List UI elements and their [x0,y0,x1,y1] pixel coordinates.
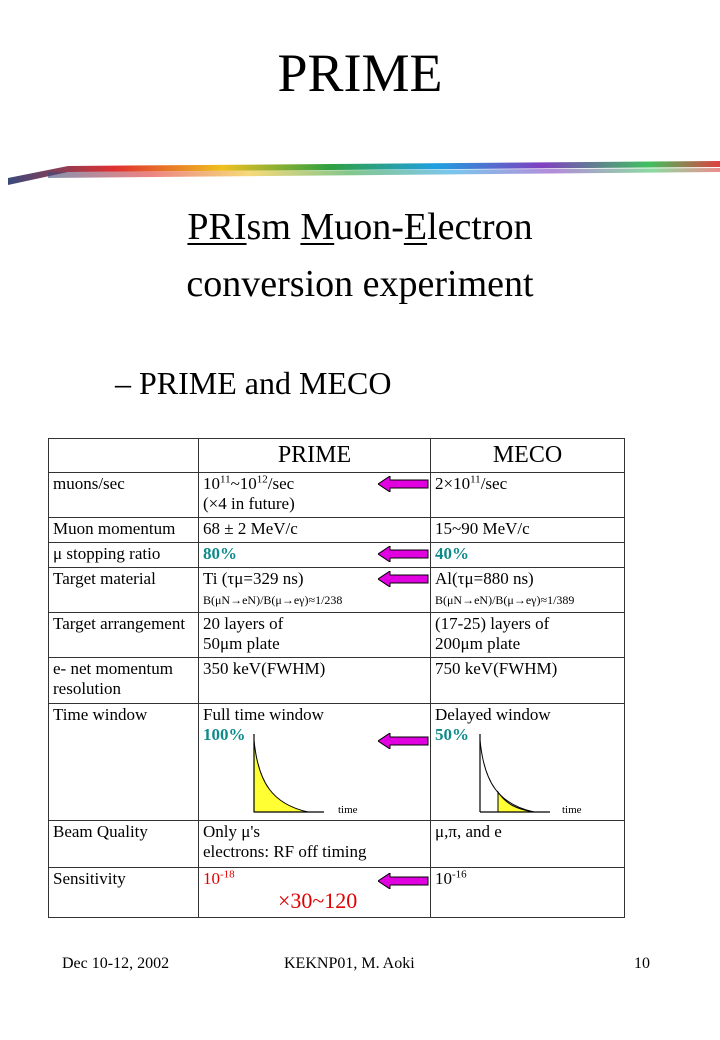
row-label: Muon momentum [49,518,199,543]
arrow-left-icon [378,476,430,492]
meco-cell: $2\times 10^{11}/\sec$ [431,472,625,517]
table-row [49,567,625,612]
prime-cell: 20 layers of 50μm plate [199,613,431,658]
meco-cell: 15~90 MeV/c [431,518,625,543]
footer-conference: KEKNP01, M. Aoki [284,955,415,972]
row-label: muons/sec [49,472,199,517]
table-row [49,613,625,658]
header-cell-blank [49,439,199,473]
arrow-left-icon [378,546,430,562]
row-label: Sensitivity [49,868,199,918]
arrow-left-icon [378,571,430,587]
meco-cell: 750 keV(FWHM) [431,658,625,703]
prime-time-window-plot [248,732,326,818]
bullet-prime-meco: – PRIME and MECO [115,365,392,401]
meco-cell: Al(τμ=880 ns) B(μN→eN)/B(μ→eγ)≈1/389 [431,567,625,612]
prime-cell: 68 ± 2 MeV/c [199,518,431,543]
arrow-left-icon [378,873,430,889]
prime-cell: $10^{-18}$ [199,868,431,918]
meco-plot-axis-label: time [562,804,582,816]
decorative-gradient-bar [8,158,720,186]
meco-cell: 40% [431,543,625,568]
row-label: Target arrangement [49,613,199,658]
subtitle-line1: PRIsm Muon-Electron [187,206,533,248]
meco-cell: Delayed window 50% [431,703,625,820]
row-label: Target material [49,567,199,612]
comparison-table [48,438,624,918]
prime-cell: Full time window 100% [199,703,431,820]
arrow-left-icon [378,733,430,749]
meco-time-window-plot [474,732,552,818]
slide-title: PRIME [277,43,443,103]
sensitivity-factor: ×30~120 [278,888,358,913]
prime-cell: 350 keV(FWHM) [199,658,431,703]
table-row [49,518,625,543]
table-row [49,472,625,517]
meco-cell: μ,π, and e [431,821,625,868]
subtitle-line2: conversion experiment [186,263,534,305]
prime-cell: 80% [199,543,431,568]
prime-plot-axis-label: time [338,804,358,816]
row-label: Beam Quality [49,821,199,868]
table-header-row [49,439,625,473]
row-label: μ stopping ratio [49,543,199,568]
header-meco: MECO [431,439,625,473]
row-label: e- net momentum resolution [49,658,199,703]
footer-page-number: 10 [634,955,650,972]
header-prime: PRIME [199,439,431,473]
prime-cell: Only μ's electrons: RF off timing [199,821,431,868]
table-row [49,543,625,568]
meco-cell: (17-25) layers of 200μm plate [431,613,625,658]
table-row [49,821,625,868]
footer-date: Dec 10-12, 2002 [62,955,170,972]
prime-cell: Ti (τμ=329 ns) B(μN→eN)/B(μ→eγ)≈1/238 [199,567,431,612]
table-row [49,658,625,703]
row-label: Time window [49,703,199,820]
meco-cell: $10^{-16}$ [431,868,625,918]
prime-cell: $10^{11}\sim 10^{12}/\sec$ (×4 in future) [199,472,431,517]
